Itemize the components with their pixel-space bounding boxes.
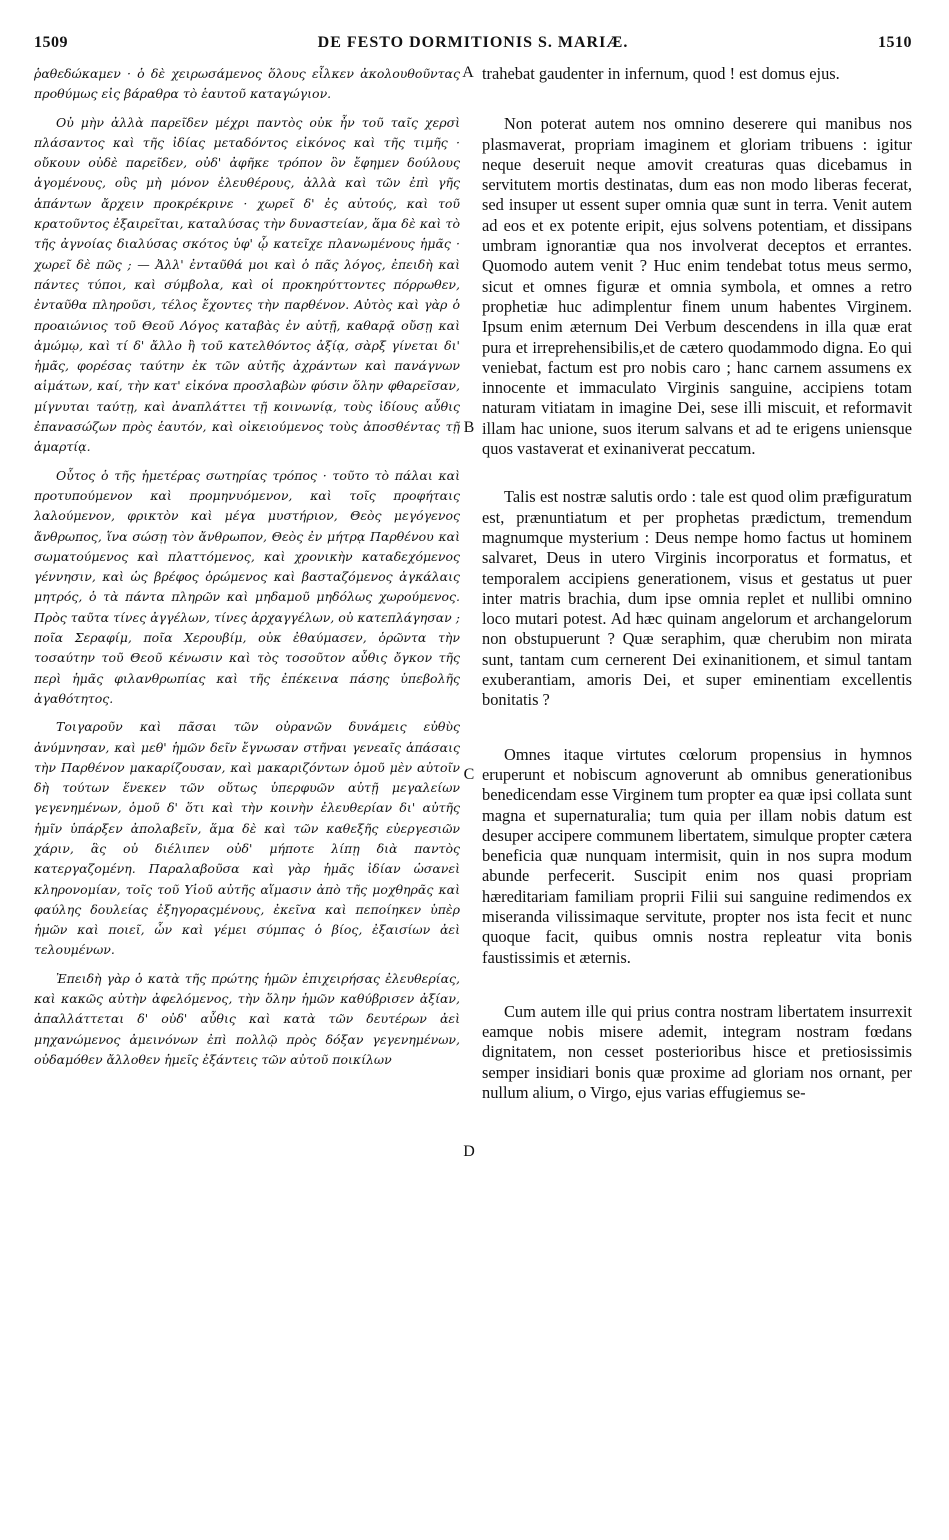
- page-number-left: 1509: [34, 34, 68, 51]
- page-number-right: 1510: [878, 34, 912, 51]
- greek-paragraph-1: ῥαθεδώκαμεν · ὁ δὲ χειρωσάμενος ὅλους εἶλκεν ἀκολουθοῦντας προθύμως εἰς βάραθρα τὸ ἑαυτοῦ καταγώγιον.: [34, 66, 460, 102]
- section-marker-a: A: [462, 64, 474, 81]
- latin-paragraph-4: Omnes itaque virtutes cœlorum propensius in hymnos eruperunt et nobiscum agnoverunt ab omnibus generationibus benedicendam esse Virginem tum propter ea quæ ipsi collata sunt magna et supernaturalia; tum quia per illam nobis datum est desuper accipere communem libertatem, simulque propter cætera beneficia quæ nunquam intermisit, quin in nos supra modum abunde perfecerit. Suscipit enim nos quasi propriam hæreditariam familiam proprii Filii sui sanguine redimendos ex miseranda vilissimaque servitute, propter nos ista fecit et nunc quoque facit, quibus omnis nostra repleatur vita bonis faustissimis et æternis.: [482, 744, 912, 967]
- running-header: [34, 34, 912, 60]
- greek-paragraph-3: Οὗτος ὁ τῆς ἡμετέρας σωτηρίας τρόπος · τοῦτο τὸ πάλαι καὶ προτυπούμενον καὶ προμηνυόμενον, καὶ τοῖς προφήταις λαλούμενον, φρικτὸν καὶ μέγα μυστήριον, Θεὸς μεγόγενος ἄνθρωπος, ἵνα σώσῃ τὸν ἄνθρωπον, Θεὸς ἐν μήτρᾳ Παρθένου καὶ σωματούμενος καὶ πλαττόμενος, καὶ χρονικὴν καταδεχόμενος γέννησιν, καὶ ὡς βρέφος ὁρώμενος καὶ βασταζόμενος ἀγκάλαις μητρός, ὁ τὰ πάντα πληρῶν καὶ μηδαμοῦ μηδόλως χωρούμενος. Πρὸς ταῦτα τίνες ἀγγέλων, τίνες ἀρχαγγέλων, οὐ κατεπλάγησαν ; ποῖα Σεραφίμ, ποῖα Χερουβίμ, οὐκ ἐθαύμασεν, ὁρῶντα τὴν τοσαύτην τοῦ Θεοῦ κένωσιν καὶ τὸς τοσοῦτον αὖθις ὄγκον τῆς περὶ ἡμᾶς φιλανθρωπίας καὶ τῆς ἐπέκεινα πάσης ὑπεβολῆς ἀγαθότητος.: [34, 467, 460, 706]
- latin-paragraph-1: trahebat gaudenter in infernum, quod ! est domus ejus.: [482, 64, 840, 83]
- greek-paragraph-4: Τοιγαροῦν καὶ πᾶσαι τῶν οὐρανῶν δυνάμεις εὐθὺς ἀνύμνησαν, καὶ μεθ' ἡμῶν δεῖν ἔγνωσαν στῆναι γενεαῖς ἁπάσαις τὴν Παρθένον μακαρίζουσαν, καὶ μακαριζόντων ὁμοῦ μὲν αὐτοῖν δὴ τούτων ἕνεκεν τῶν οὕτως ὑπερφυῶν αὐτῇ μεγαλείων γεγενημένων, ὁμοῦ δ' ὅτι καὶ τὴν κοινὴν ἐλευθερίαν δι' αὐτῆς ἡμῖν ὑπάρξεν ἀπολαβεῖν, ἅμα δὲ καὶ τῶν καθεξῆς εὐεργεσιῶν χάριν, ἃς οὐ διέλιπεν οὐδ' μήποτε λίπῃ διὰ παντὸς κατεργαζομένη. Παραλαβοῦσα καὶ γὰρ ἡμᾶς ἰδίαν ὡσανεὶ κληρονομίαν, τοῖς τοῦ Υἱοῦ αὐτῆς αἵμασιν ἀπὸ τῆς μοχθηρᾶς καὶ φαύλης δουλείας ἐξηγοραςμένους, ἐκεῖνα καὶ πεποίηκεν ὑπὲρ ἡμῶν καὶ ποιεῖ, ὧν καὶ γέμει σύμπας ὁ βίος, ἐξαισίων ἀεὶ τελουμένων.: [34, 719, 460, 958]
- greek-paragraph-2: Οὐ μὴν ἀλλὰ παρεῖδεν μέχρι παντὸς οὐκ ἦν τοῦ ταῖς χερσὶ πλάσαντος καὶ τῆς ἰδίας μεταδόντος εἰκόνος καὶ τῆς τιμῆς · οὔκουν οὐδὲ παρεῖδεν, οὐδ' ἀφῆκε τρόπον ὃν ἔφημεν δούλους ἀγομένους, οὓς μὴ μόνον ἐλευθέρους, ἀλλὰ καὶ τῶν ἐπὶ γῆς ἁπάντων ἄρχειν προκρέκρινε · χωρεῖ δ' ἐς αὐτούς, καὶ τοῦ κρατοῦντος ἐξαιρεῖται, καταλύσας τὴν δυναστείαν, ἅμα δὲ καὶ τὸ τῆς ἀγνοίας διαλύσας σκότος ὑφ' ᾧ κατεῖχε πλανωμένους ἡμᾶς · χωρεῖ δὲ πῶς ; — Ἀλλ' ἐνταῦθά μοι καὶ ὁ πᾶς λόγος, ἐπειδὴ καὶ πάντες τύποι, καὶ σύμβολα, καὶ οἱ προκηρύττοντες πόρρωθεν, ἐνταῦθα πληροῦσι, τέλος ἔχοντες τὴν παρθένον. Αὐτὸς καὶ γὰρ ὁ προαιώνιος τοῦ Θεοῦ Λόγος καταβὰς ἐν αὐτῇ, καθαρᾷ οὔσῃ καὶ ἀμώμῳ, καὶ τί δ' ἄλλο ἢ τοῦ κατελθόντος ἀξίᾳ, σὰρξ γίνεται δι' ἡμᾶς, φορέσας ταύτην ἐκ τῶν αὐτῆς ἀχράντων καὶ πανάγνων αἱμάτων, καί, τὴν κατ' εἰκόνα προσλαβὼν φύσιν ὅλην φθαρεῖσαν, μίγνυται ταύτῃ, καὶ ἀναπλάττει τῇ κοινωνίᾳ, τοὺς ἰδίους αὖθις ἐπανασώζων πρὸς ἑαυτόν, καὶ οἰκειούμενος τοὺς ἀποσθέντας τῇ ἁμαρτίᾳ.: [34, 114, 460, 455]
- greek-paragraph-5: Ἐπειδὴ γὰρ ὁ κατὰ τῆς πρώτης ἡμῶν ἐπιχειρήσας ἐλευθερίας, καὶ κακῶς αὐτὴν ἀφελόμενος, τὴν ὅλην ἡμῶν καθύβρισεν ἀξίαν, ἀπαλλάττεται δ' οὐδ' αὖθις καὶ κατὰ τῶν δευτέρων ἀεὶ μηχανώμενος ἀμεινόνων ἐπὶ πολλῷ πρὸς δόξαν γεγενημένων, οὐδαμόθεν ἄλλοθεν ἡμεῖς ἐξάντεις τῶν αὐτοῦ ποικίλων: [34, 970, 460, 1067]
- latin-paragraph-2: Non poterat autem nos omnino deserere qui manibus nos plasmaverat, propriam imaginem et gloriam tribuens : igitur neque deseruit neque amovit creaturas quas dicebamus in servitutem mortis destinatas, dum eas non modo liberas fecerat, sed insuper ut essent super omnia quæ sunt in terra. Venit autem ad eos et ex potente eripit, ejus solvens potentiam, et dissipans umbram ignorantiæ qua nos involverat deceptos et errantes. Quomodo autem venit ? Huc enim tendebat totus meus sermo, sicut et omnes figuræ et omnia symbola, et omnes a retro prophetiæ huc adimplentur finem unum habentes Virginem. Ipsum enim æternum Dei Verbum descendens in illa quæ erat pura et irreprehensibilis,et de cætero quodammodo digna. Eo qui veniebat, factum est pro nobis caro ; hanc carnem assumens ex innocente et immaculato Virginis sanguine, accipiens totam naturam vitiatam in imagine Dei, sese illi miscuit, et reformavit illam hac unione, suos iterum salvans et ad te erigens uniensque quos vastaverat et exinaniverat peccatum.: [482, 114, 912, 459]
- latin-column: [482, 64, 912, 1103]
- greek-column: [34, 64, 460, 1070]
- section-marker-c: C: [463, 766, 475, 783]
- running-title: DE FESTO DORMITIONIS S. MARIÆ.: [317, 34, 629, 51]
- latin-paragraph-5: Cum autem ille qui prius contra nostram libertatem insurrexit eamque nobis misere ademit, integram nostram fœdans dignitatem, non cesset posterioribus hisce et pretiosissimis semper insidiari bonis quæ proxime ad gloriam nos ornant, per nullum alium, o Virgo, ejus varias effugiemus se-: [482, 1001, 912, 1103]
- section-marker-b: B: [463, 419, 475, 436]
- section-marker-d: D: [463, 1143, 475, 1160]
- latin-paragraph-3: Talis est nostræ salutis ordo : tale est quod olim præfiguratum est, prænuntiatum et per prophetas prædictum, tremendum magnumque mysterium : Deus nempe homo factus ut hominem salvaret, Deus in utero Virginis incorporatus et formatus, et temporalem accipiens generationem, visus et gestatus ut puer inter matris brachia, dum ipse omnia replet et nullibi omnino loco mutari potest. Ad hæc quinam angelorum et archangelorum non obstupuerunt ? Quæ seraphim, quæ cherubim non mirata sunt, tantam cum cernerent Dei exinanitionem, et simul tantam exuberantiam, amoris Dei, et super eminentiam excellentis bonitatis ?: [482, 487, 912, 710]
